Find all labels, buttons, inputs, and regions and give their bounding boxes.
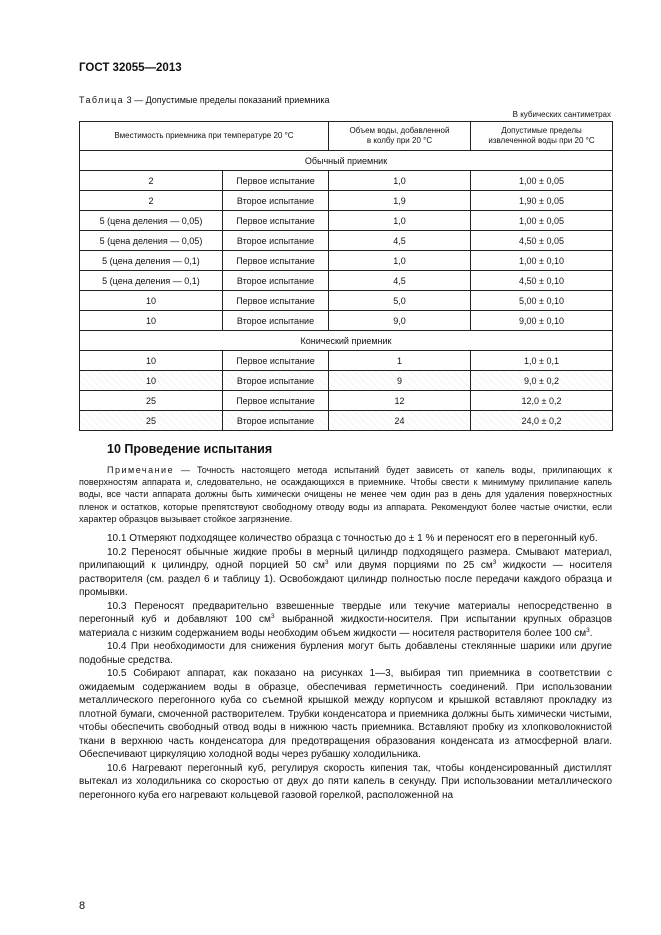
table-row [80,211,613,231]
cell-test: Первое испытание [223,211,329,231]
cell-test: Второе испытание [223,371,329,391]
sup-3: 3 [586,626,590,634]
cell-limits: 4,50 ± 0,05 [471,231,613,251]
note-text: — Точность настоящего метода испытаний будет зависеть от капель воды, прилипающих к поверхностям аппарата и, следовательно, не осаждающихся в приемнике. Чтобы свести к минимуму прилипание капель воды, все части аппарата должны быть химически очищены не менее чем один раз в день для удаления поверхностных пленок и остатков, которые препятствуют свободному отводу воды из аппарата. Рекомендуют более частые очистки, если характер образцов вызывает стойкое загрязнение. [79,465,612,524]
cell-test: Второе испытание [223,311,329,331]
cell-limits: 5,00 ± 0,10 [471,291,613,311]
header-added-volume [329,122,471,151]
p10-2-part-a: 10.2 Переносят обычные жидкие пробы в мерный цилиндр подходящего размера. Смывают материал, прилипающий к цилиндру, одной порцией 50 см [79,546,612,571]
note-block [79,464,612,525]
cell-test: Второе испытание [223,191,329,211]
paragraph-10-4: 10.4 При необходимости для снижения бурления могут быть добавлены стеклянные шарики или другие подобные средства. [79,641,612,666]
cell-capacity: 5 (цена деления — 0,05) [80,231,223,251]
cell-test: Первое испытание [223,391,329,411]
table-caption [79,95,330,105]
table-caption-label: Таблица [79,95,125,105]
limits-table [79,121,613,431]
cell-limits: 4,50 ± 0,10 [471,271,613,291]
cell-added-volume: 9 [329,371,471,391]
cell-capacity: 25 [80,411,223,431]
p10-2-part-b: или двумя порциями по 25 см [328,560,493,571]
page-number: 8 [79,900,86,912]
cell-limits: 24,0 ± 0,2 [471,411,613,431]
header-capacity: Вместимость приемника при температуре 20 °С [80,122,329,151]
section-row-conical [80,331,613,351]
cell-added-volume: 1 [329,351,471,371]
section-conical-receiver: Конический приемник [80,331,613,351]
p10-3-part-a: 10.3 Переносят предварительно взвешенные твердые или текучие материалы непосредственно в перегонный куб и добавляют 100 см [79,600,612,625]
body-text [79,532,612,802]
cell-capacity: 25 [80,391,223,411]
cell-capacity: 5 (цена деления — 0,05) [80,211,223,231]
cell-added-volume: 1,0 [329,211,471,231]
cell-test: Первое испытание [223,291,329,311]
cell-test: Первое испытание [223,351,329,371]
cell-added-volume: 1,0 [329,251,471,271]
table-row [80,351,613,371]
paragraph-10-2 [79,546,612,600]
cell-capacity: 10 [80,311,223,331]
sup-3: 3 [492,559,497,566]
cell-capacity: 10 [80,291,223,311]
cell-added-volume: 1,0 [329,171,471,191]
cell-limits: 1,0 ± 0,1 [471,351,613,371]
header-added-volume-l1: Объем воды, добавленной [349,126,450,135]
cell-added-volume: 4,5 [329,271,471,291]
sup-3: 3 [324,559,329,566]
table-caption-text: 3 — Допустимые пределы показаний приемника [124,95,330,105]
cell-limits: 1,00 ± 0,10 [471,251,613,271]
p10-3-part-c: . [589,627,593,639]
cell-test: Второе испытание [223,271,329,291]
paragraph-10-3 [79,600,612,641]
cell-capacity: 5 (цена деления — 0,1) [80,251,223,271]
p10-2-part-c: жидкости — носителя растворителя (см. раздел 6 и таблицу 1). Освобождают цилиндр полностью после передачи каждого образца и промывки. [79,560,613,598]
cell-added-volume: 5,0 [329,291,471,311]
paragraph-10-1: 10.1 Отмеряют подходящее количество образца с точностью до ± 1 % и переносят его в перегонный куб. [107,533,598,544]
cell-added-volume: 1,9 [329,191,471,211]
cell-capacity: 5 (цена деления — 0,1) [80,271,223,291]
paragraph-10-6: 10.6 Нагревают перегонный куб, регулируя скорость кипения так, чтобы конденсированный дистиллят вытекал из холодильника со скоростью от двух до пяти капель в секунду. При использовании металлического перегонного куба его нагревают кольцевой газовой горелкой, расположенной на [79,762,612,801]
cell-limits: 12,0 ± 0,2 [471,391,613,411]
cell-added-volume: 12 [329,391,471,411]
table-units: В кубических сантиметрах [512,110,611,119]
table-header-row [80,122,613,151]
cell-limits: 1,90 ± 0,05 [471,191,613,211]
document-id: ГОСТ 32055—2013 [79,62,182,74]
table-row [80,411,613,431]
cell-test: Второе испытание [223,231,329,251]
table-row [80,271,613,291]
table-row [80,171,613,191]
header-limits-l2: извлеченной воды при 20 °С [488,136,595,145]
cell-limits: 1,00 ± 0,05 [471,171,613,191]
p10-3-part-b: выбранной жидкости-носителя. При испытании крупных образцов материала с низким содержанием воды необходим объем жидкости — носителя растворителя более 100 см [79,614,613,639]
cell-limits: 9,0 ± 0,2 [471,371,613,391]
cell-limits: 1,00 ± 0,05 [471,211,613,231]
header-limits-l1: Допустимые пределы [501,126,582,135]
table-row [80,231,613,251]
sup-3: 3 [270,613,275,620]
section-row-ordinary [80,151,613,171]
cell-limits: 9,00 ± 0,10 [471,311,613,331]
cell-test: Первое испытание [223,251,329,271]
table-row [80,391,613,411]
header-limits [471,122,613,151]
cell-test: Первое испытание [223,171,329,191]
table-row [80,371,613,391]
cell-capacity: 2 [80,171,223,191]
header-added-volume-l2: в колбу при 20 °С [366,136,433,145]
cell-capacity: 2 [80,191,223,211]
table-row [80,191,613,211]
section-ordinary-receiver: Обычный приемник [80,151,613,171]
cell-capacity: 10 [80,371,223,391]
cell-test: Второе испытание [223,411,329,431]
cell-added-volume: 4,5 [329,231,471,251]
table-row [80,311,613,331]
cell-added-volume: 9,0 [329,311,471,331]
cell-capacity: 10 [80,351,223,371]
section-heading: 10 Проведение испытания [107,442,273,456]
table-row [80,291,613,311]
paragraph-10-5: 10.5 Собирают аппарат, как показано на рисунках 1—3, выбирая тип приемника в соответствии с ожидаемым содержанием воды в образце, обеспечивая герметичность соединений. При использовании металлического перегонного куба со съемной крышкой между корпусом и крышкой вставляют прокладку из плотной бумаги, смоченной растворителем. Трубки конденсатора и приемника должны быть химически чистыми, чтобы обеспечить свободный отвод воды в нижнюю часть приемника. Вставляют пробку из хлопковолокнистой ткани в верхнюю часть конденсатора для предотвращения образования конденсата из атмосферной влаги. Обеспечивают циркуляцию холодной воды через рубашку холодильника. [79,668,612,760]
cell-added-volume: 24 [329,411,471,431]
note-paragraph [79,464,612,525]
table-row [80,251,613,271]
note-label: Примечание [107,465,175,475]
